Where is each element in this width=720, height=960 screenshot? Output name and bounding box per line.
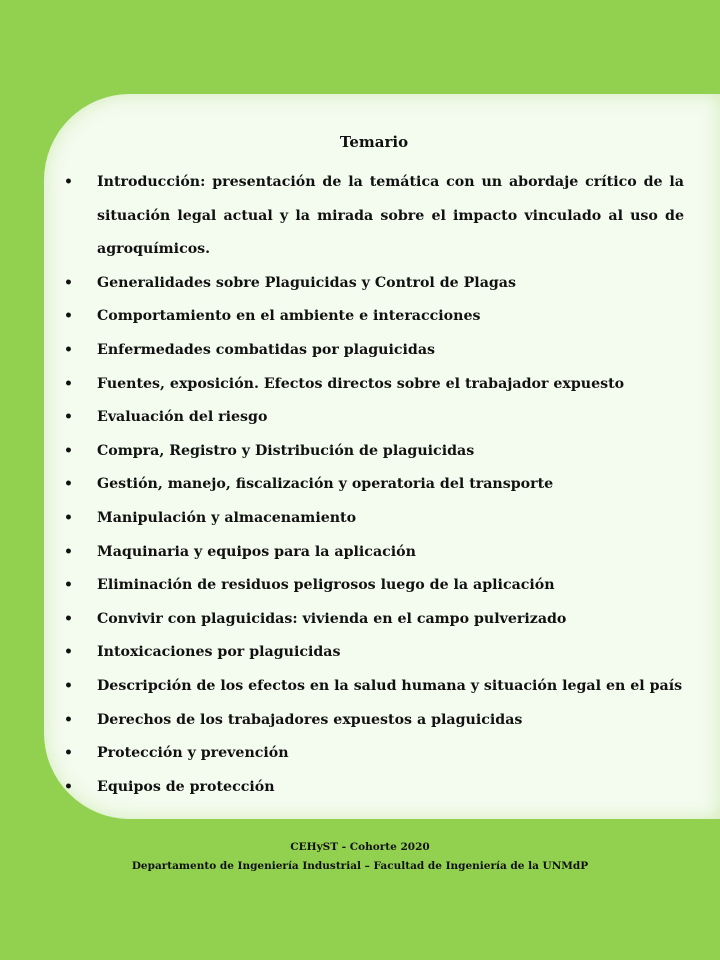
footer <box>0 838 720 876</box>
list-item: • Protección y prevención <box>64 737 684 771</box>
page-title: Temario <box>339 133 409 151</box>
list-item: • Generalidades sobre Plaguicidas y Control de Plagas <box>64 267 684 301</box>
list-item: • Intoxicaciones por plaguicidas <box>64 636 684 670</box>
list-item: • Compra, Registro y Distribución de plaguicidas <box>64 435 684 469</box>
list-item: • Maquinaria y equipos para la aplicación <box>64 536 684 570</box>
list-item: • Fuentes, exposición. Efectos directos sobre el trabajador expuesto <box>64 368 684 402</box>
list-item: • Gestión, manejo, fiscalización y operatoria del transporte <box>64 468 684 502</box>
footer-cohort: CEHyST - Cohorte 2020 <box>290 841 430 853</box>
list-item: • Introducción: presentación de la temática con un abordaje crítico de la situación legal actual y la mirada sobre el impacto vinculado al uso de agroquímicos. <box>64 166 684 267</box>
list-item: • Manipulación y almacenamiento <box>64 502 684 536</box>
list-item: • Derechos de los trabajadores expuestos a plaguicidas <box>64 704 684 738</box>
footer-department: Departamento de Ingeniería Industrial – Facultad de Ingeniería de la UNMdP <box>131 860 589 872</box>
list-item: • Convivir con plaguicidas: vivienda en el campo pulverizado <box>64 603 684 637</box>
topics-list <box>64 166 684 804</box>
list-item: • Evaluación del riesgo <box>64 401 684 435</box>
list-item: • Equipos de protección <box>64 771 684 805</box>
list-item: • Eliminación de residuos peligrosos luego de la aplicación <box>64 569 684 603</box>
list-item: • Comportamiento en el ambiente e interacciones <box>64 300 684 334</box>
list-item: • Descripción de los efectos en la salud humana y situación legal en el país <box>64 670 684 704</box>
list-item: • Enfermedades combatidas por plaguicidas <box>64 334 684 368</box>
